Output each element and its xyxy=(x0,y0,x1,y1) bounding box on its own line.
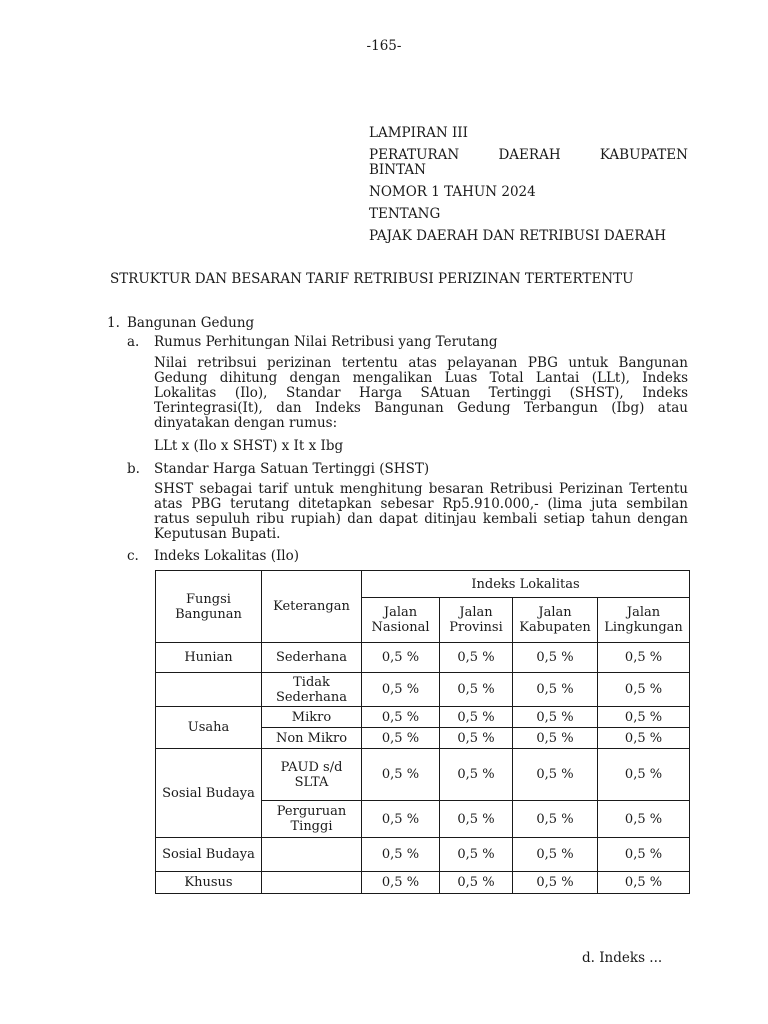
subsection-b-label: b. xyxy=(127,461,140,477)
continuation-footer: d. Indeks ... xyxy=(582,950,663,966)
cell-value: 0,5 % xyxy=(513,838,598,872)
cell-value: 0,5 % xyxy=(440,838,513,872)
cell-fungsi xyxy=(156,673,262,707)
cell-value: 0,5 % xyxy=(598,707,690,728)
cell-value: 0,5 % xyxy=(513,643,598,673)
cell-keterangan: Non Mikro xyxy=(262,728,362,749)
header-jalan-nasional: Jalan Nasional xyxy=(362,598,440,643)
subsection-b-paragraph xyxy=(154,482,688,542)
table-row xyxy=(156,838,690,872)
cell-fungsi: Khusus xyxy=(156,872,262,894)
cell-keterangan: Sederhana xyxy=(262,643,362,673)
header-lampiran: LAMPIRAN III xyxy=(369,125,468,141)
subsection-c-title: Indeks Lokalitas (Ilo) xyxy=(154,548,300,564)
cell-value: 0,5 % xyxy=(598,838,690,872)
header-peraturan xyxy=(369,148,688,178)
cell-value: 0,5 % xyxy=(362,872,440,894)
cell-keterangan: Tidak Sederhana xyxy=(262,673,362,707)
subsection-a-label: a. xyxy=(127,334,140,350)
indeks-lokalitas-table xyxy=(155,570,690,894)
cell-value: 0,5 % xyxy=(440,749,513,801)
cell-value: 0,5 % xyxy=(513,872,598,894)
table-row xyxy=(156,872,690,894)
table-header-row xyxy=(156,571,690,598)
cell-value: 0,5 % xyxy=(362,673,440,707)
subsection-c-label: c. xyxy=(127,548,139,564)
cell-value: 0,5 % xyxy=(513,749,598,801)
cell-value: 0,5 % xyxy=(440,707,513,728)
subsection-b-title: Standar Harga Satuan Tertinggi (SHST) xyxy=(154,461,430,477)
cell-value: 0,5 % xyxy=(440,872,513,894)
section-1-title: Bangunan Gedung xyxy=(127,315,255,331)
cell-value: 0,5 % xyxy=(598,728,690,749)
cell-value: 0,5 % xyxy=(598,673,690,707)
cell-value: 0,5 % xyxy=(362,707,440,728)
document-header xyxy=(369,126,688,251)
cell-value: 0,5 % xyxy=(598,643,690,673)
document-title: STRUKTUR DAN BESARAN TARIF RETRIBUSI PERIZINAN TERTERTENTU xyxy=(110,271,634,287)
header-peraturan-word1: PERATURAN xyxy=(369,147,460,163)
cell-value: 0,5 % xyxy=(598,872,690,894)
table-row xyxy=(156,707,690,728)
subsection-a-title: Rumus Perhitungan Nilai Retribusi yang Terutang xyxy=(154,334,498,350)
cell-keterangan: Perguruan Tinggi xyxy=(262,801,362,838)
section-1-number: 1. xyxy=(107,315,120,331)
cell-value: 0,5 % xyxy=(362,728,440,749)
header-tentang: TENTANG xyxy=(369,206,441,222)
table-row xyxy=(156,749,690,801)
cell-keterangan xyxy=(262,872,362,894)
header-subject: PAJAK DAERAH DAN RETRIBUSI DAERAH xyxy=(369,228,667,244)
cell-value: 0,5 % xyxy=(513,728,598,749)
cell-value: 0,5 % xyxy=(440,728,513,749)
header-peraturan-line2: BINTAN xyxy=(369,162,426,178)
cell-value: 0,5 % xyxy=(362,643,440,673)
cell-fungsi: Sosial Budaya xyxy=(156,838,262,872)
cell-value: 0,5 % xyxy=(513,707,598,728)
header-peraturan-word2: DAERAH xyxy=(498,147,561,163)
formula: LLt x (Ilo x SHST) x It x Ibg xyxy=(154,438,344,454)
subsection-a-text: Nilai retribsui perizinan tertentu atas pelayanan PBG untuk Bangunan Gedung dihitung dengan mengalikan Luas Total Lantai (LLt), Indeks Lokalitas (Ilo), Standar Harga SAtuan Tertinggi (SHST), Indeks Terintegrasi(It), dan Indeks Bangunan Gedung Terbangun (Ibg) atau dinyatakan dengan rumus: xyxy=(154,355,688,431)
cell-value: 0,5 % xyxy=(362,749,440,801)
cell-fungsi: Hunian xyxy=(156,643,262,673)
header-jalan-kabupaten: Jalan Kabupaten xyxy=(513,598,598,643)
cell-value: 0,5 % xyxy=(362,801,440,838)
cell-value: 0,5 % xyxy=(440,643,513,673)
subsection-a-paragraph xyxy=(154,356,688,431)
cell-value: 0,5 % xyxy=(513,673,598,707)
cell-value: 0,5 % xyxy=(598,801,690,838)
subsection-b-text: SHST sebagai tarif untuk menghitung besaran Retribusi Perizinan Tertentu atas PBG terutang ditetapkan sebesar Rp5.910.000,- (lima juta sembilan ratus sepuluh ribu rupiah) dan dapat ditinjau kembali setiap tahun dengan Keputusan Bupati. xyxy=(154,481,688,542)
header-jalan-lingkungan: Jalan Lingkungan xyxy=(598,598,690,643)
header-keterangan: Keterangan xyxy=(262,571,362,643)
cell-keterangan: PAUD s/d SLTA xyxy=(262,749,362,801)
cell-fungsi: Usaha xyxy=(156,707,262,749)
cell-value: 0,5 % xyxy=(362,838,440,872)
header-peraturan-word3: KABUPATEN xyxy=(599,147,688,163)
cell-keterangan xyxy=(262,838,362,872)
header-indeks-lokalitas: Indeks Lokalitas xyxy=(362,571,690,598)
header-nomor: NOMOR 1 TAHUN 2024 xyxy=(369,184,536,200)
cell-value: 0,5 % xyxy=(598,749,690,801)
header-jalan-provinsi: Jalan Provinsi xyxy=(440,598,513,643)
cell-fungsi: Sosial Budaya xyxy=(156,749,262,838)
page-number: -165- xyxy=(366,38,402,54)
table-row xyxy=(156,673,690,707)
cell-value: 0,5 % xyxy=(513,801,598,838)
header-fungsi-bangunan: Fungsi Bangunan xyxy=(156,571,262,643)
cell-value: 0,5 % xyxy=(440,801,513,838)
cell-value: 0,5 % xyxy=(440,673,513,707)
table-row xyxy=(156,643,690,673)
cell-keterangan: Mikro xyxy=(262,707,362,728)
